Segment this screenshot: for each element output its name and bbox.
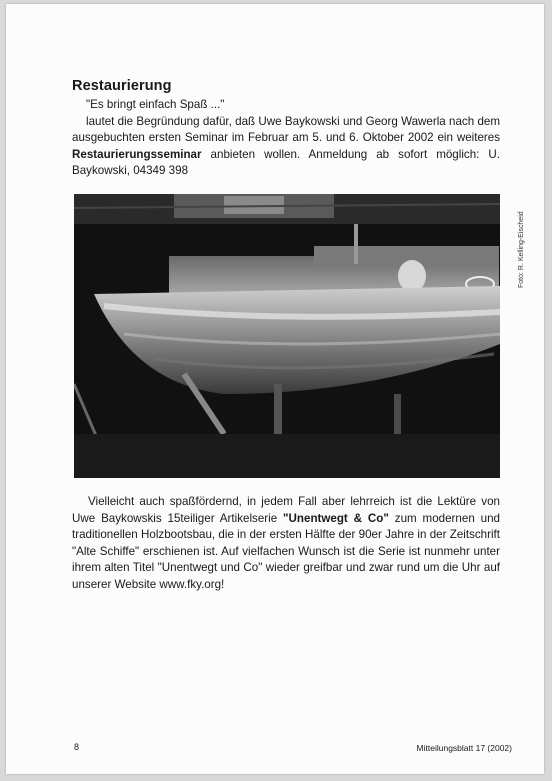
section-heading: Restaurierung: [72, 78, 172, 94]
boat-restoration-photo: [74, 194, 500, 478]
intro-paragraph: [72, 97, 500, 180]
seminar-name: Restaurierungsseminar: [72, 147, 202, 161]
intro-text-start: lautet die Begründung dafür, daß Uwe Baykowski und Georg Wawerla nach dem ausgebuchten ersten Seminar im Februar am 5. und 6. Oktober 2002 ein weiteres: [72, 114, 500, 145]
publication-footer: Mitteilungsblatt 17 (2002): [416, 743, 512, 753]
photo-credit: [506, 190, 525, 290]
intro-text-end: anbieten wollen. Anmeldung ab sofort möglich: U. Baykowski, 04349 398: [72, 147, 500, 178]
article-paragraph: [72, 494, 500, 594]
page-number: 8: [74, 742, 80, 752]
photo-credit-text: Foto: R. Kelling-Eischeid: [518, 211, 525, 288]
quote-line: "Es bringt einfach Spaß ...": [86, 98, 225, 111]
article-text-start: Vielleicht auch spaßfördernd, in jedem Fall aber lehrreich ist die Lektüre von Uwe Baykowskis 15teiliger Artikelserie: [72, 495, 500, 525]
intro-text: [72, 114, 500, 180]
series-title: "Unentwegt & Co": [283, 511, 389, 525]
article-text-end: zum modernen und traditionellen Holzbootsbau, die in der ersten Hälfte der 90er Jahre in der Zeitschrift "Alte Schiffe" erschienen ist. Auf vielfachen Wunsch ist die Serie ist nunmehr unter ihrem alten Titel "Unentwegt und Co" wieder greifbar und zwar rund um die Uhr auf unserer Website www.fky.org!: [72, 511, 500, 591]
